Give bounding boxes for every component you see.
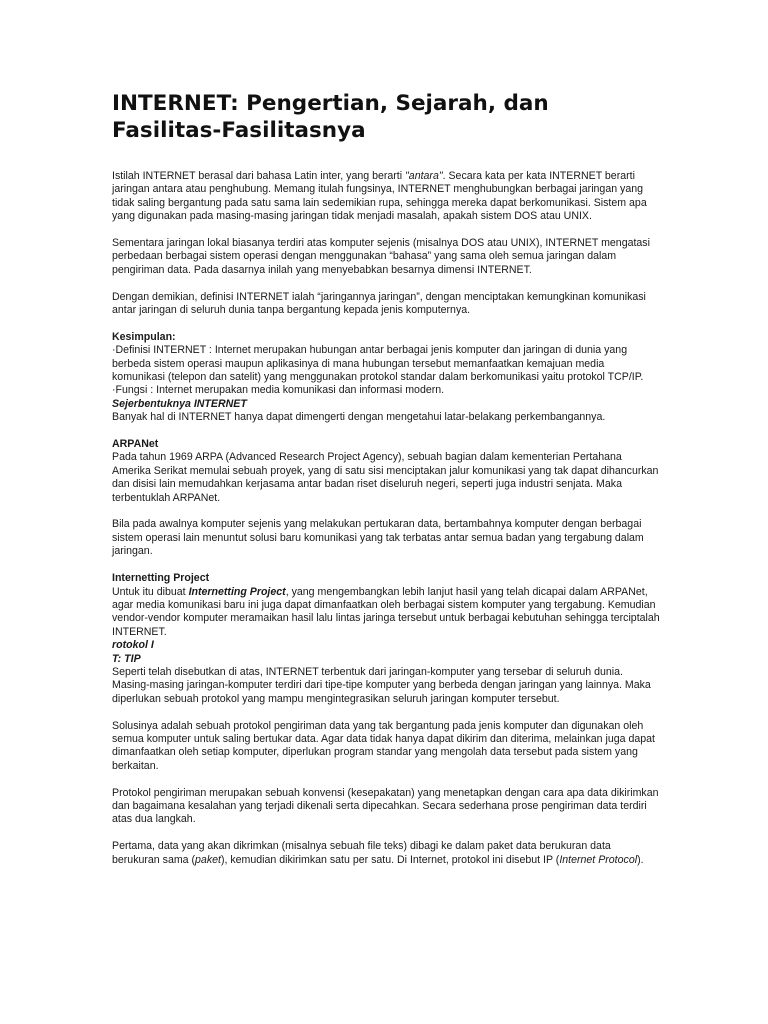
protokol-paragraph-2: Solusinya adalah sebuah protokol pengiriman data yang tak bergantung pada jenis komputer dan digunakan oleh semua komputer untuk saling bertukar data. Agar data tidak hanya dapat dikirim dan diterima, melainkan juga dapat dimanfaatkan oleh setiap komputer, diperlukan program standar yang mengolah data tersebut pada sistem yang berkaitan. [112, 719, 655, 772]
protokol-emphasis: Internet Protocol [559, 853, 638, 866]
internetting-paragraph [112, 586, 660, 640]
protokol-text: ). [637, 853, 644, 866]
sejarah-text: Banyak hal di INTERNET hanya dapat dimengerti dengan mengetahui latar-belakang perkembangannya. [112, 411, 606, 424]
internetting-heading: Internetting Project [112, 572, 210, 585]
protokol-paragraph-3: Protokol pengiriman merupakan sebuah konvensi (kesepakatan) yang menetapkan dengan cara apa data dikirimkan dan bagaimana kesalahan yang terjadi dikenali serta dipecahkan. Secara sederhana prose pengiriman data terdiri atas dua langkah. [112, 786, 659, 826]
document-body [112, 170, 660, 880]
intro-paragraph-1 [112, 170, 660, 224]
kesimpulan-item-1: ·Definisi INTERNET : Internet merupakan hubungan antar berbagai jenis komputer dan jaringan di dunia yang berbeda sistem operasi maupun aplikasinya di mana hubungan tersebut memanfaatkan kemajuan media komunikasi (telepon dan satelit) yang menggunakan protokol standar dalam berkomunikasi yaitu protokol TCP/IP. [112, 344, 644, 384]
arpanet-heading: ARPANet [112, 438, 159, 451]
intro-paragraph-3: Dengan demikian, definisi INTERNET ialah “jaringannya jaringan”, dengan menciptakan kemungkinan komunikasi antar jaringan di seluruh dunia tanpa bergantung kepada jenis komputernya. [112, 290, 646, 317]
arpanet-paragraph-1: Pada tahun 1969 ARPA (Advanced Research Project Agency), sebuah bagian dalam kementerian Pertahana Amerika Serikat memulai sebuah proyek, yang di satu sisi menciptakan jalur komunikasi yang tak dapat dihancurkan dan disisi lain memudahkan kerjasama antar badan riset diseluruh negeri, seperti juga industri senjata. Maka terbentuklah ARPANet. [112, 451, 659, 504]
protokol-heading-1: rotokol I [112, 639, 154, 652]
kesimpulan-heading: Kesimpulan: [112, 330, 176, 343]
protokol-text: ), kemudian dikirimkan satu per satu. Di Internet, protokol ini disebut IP ( [220, 853, 560, 866]
intro-paragraph-2: Sementara jaringan lokal biasanya terdiri atas komputer sejenis (misalnya DOS atau UNIX), INTERNET mengatasi perbedaan berbagai sistem operasi dengan menggunakan “bahasa” yang sama oleh semua jaringan dalam pengiriman data. Pada dasarnya inilah yang menyebabkan besarnya dimensi INTERNET. [112, 237, 650, 276]
protokol-emphasis: paket [195, 853, 221, 866]
internetting-text: , yang mengembangkan lebih lanjut hasil yang telah dicapai dalam ARPANet, agar media komunikasi baru ini juga dapat dimanfaatkan oleh berbagai sistem komputer yang tergabung. Kemudian vendor-vendor komputer meramaikan hasil lalu lintas jaringa tersebut untuk berbagai kebutuhan sehingga terciptalah INTERNET. [112, 585, 660, 638]
sejarah-heading: Sejerbentuknya INTERNET [112, 397, 247, 410]
intro-text: . Secara kata per kata INTERNET berarti jaringan antara atau penghubung. Memang itulah fungsinya, INTERNET menghubungkan berbagai jaringan yang tidak saling bergantung pada satu sama lain sedemikian rupa, sehingga mereka dapat berkomunikasi. Sistem apa yang digunakan pada masing-masing jaringan tidak menjadi masalah, apakah sistem DOS atau UNIX. [112, 170, 647, 223]
arpanet-paragraph-2: Bila pada awalnya komputer sejenis yang melakukan pertukaran data, bertambahnya komputer dengan berbagai sistem operasi lain menuntut solusi baru komunikasi yang tak terbatas antar semua badan yang tergabung dalam jaringan. [112, 518, 644, 558]
protokol-heading-2: T: TIP [112, 652, 141, 665]
intro-emphasis: "antara" [405, 170, 443, 182]
internetting-text: Untuk itu dibuat [112, 585, 189, 598]
document-title: INTERNET: Pengertian, Sejarah, dan Fasilitas-Fasilitasnya [112, 91, 549, 143]
internetting-emphasis: Internetting Project [188, 585, 286, 598]
protokol-paragraph-4 [112, 840, 660, 867]
kesimpulan-item-2: ·Fungsi : Internet merupakan media komunikasi dan informasi modern. [112, 384, 445, 397]
protokol-paragraph-1: Seperti telah disebutkan di atas, INTERNET terbentuk dari jaringan-komputer yang tersebar di seluruh dunia. Masing-masing jaringan-komputer terdiri dari tipe-tipe komputer yang berbeda dengan jaringan yang lainnya. Maka diperlukan sebuah protokol yang mampu mengintegrasikan seluruh jaringan komputer tersebut. [112, 665, 651, 705]
protokol-text: Pertama, data yang akan dikrimkan (misalnya sebuah file teks) dibagi ke dalam paket data berukuran data berukuran sama ( [112, 840, 611, 866]
intro-text: Istilah INTERNET berasal dari bahasa Latin inter, yang berarti [112, 170, 406, 182]
